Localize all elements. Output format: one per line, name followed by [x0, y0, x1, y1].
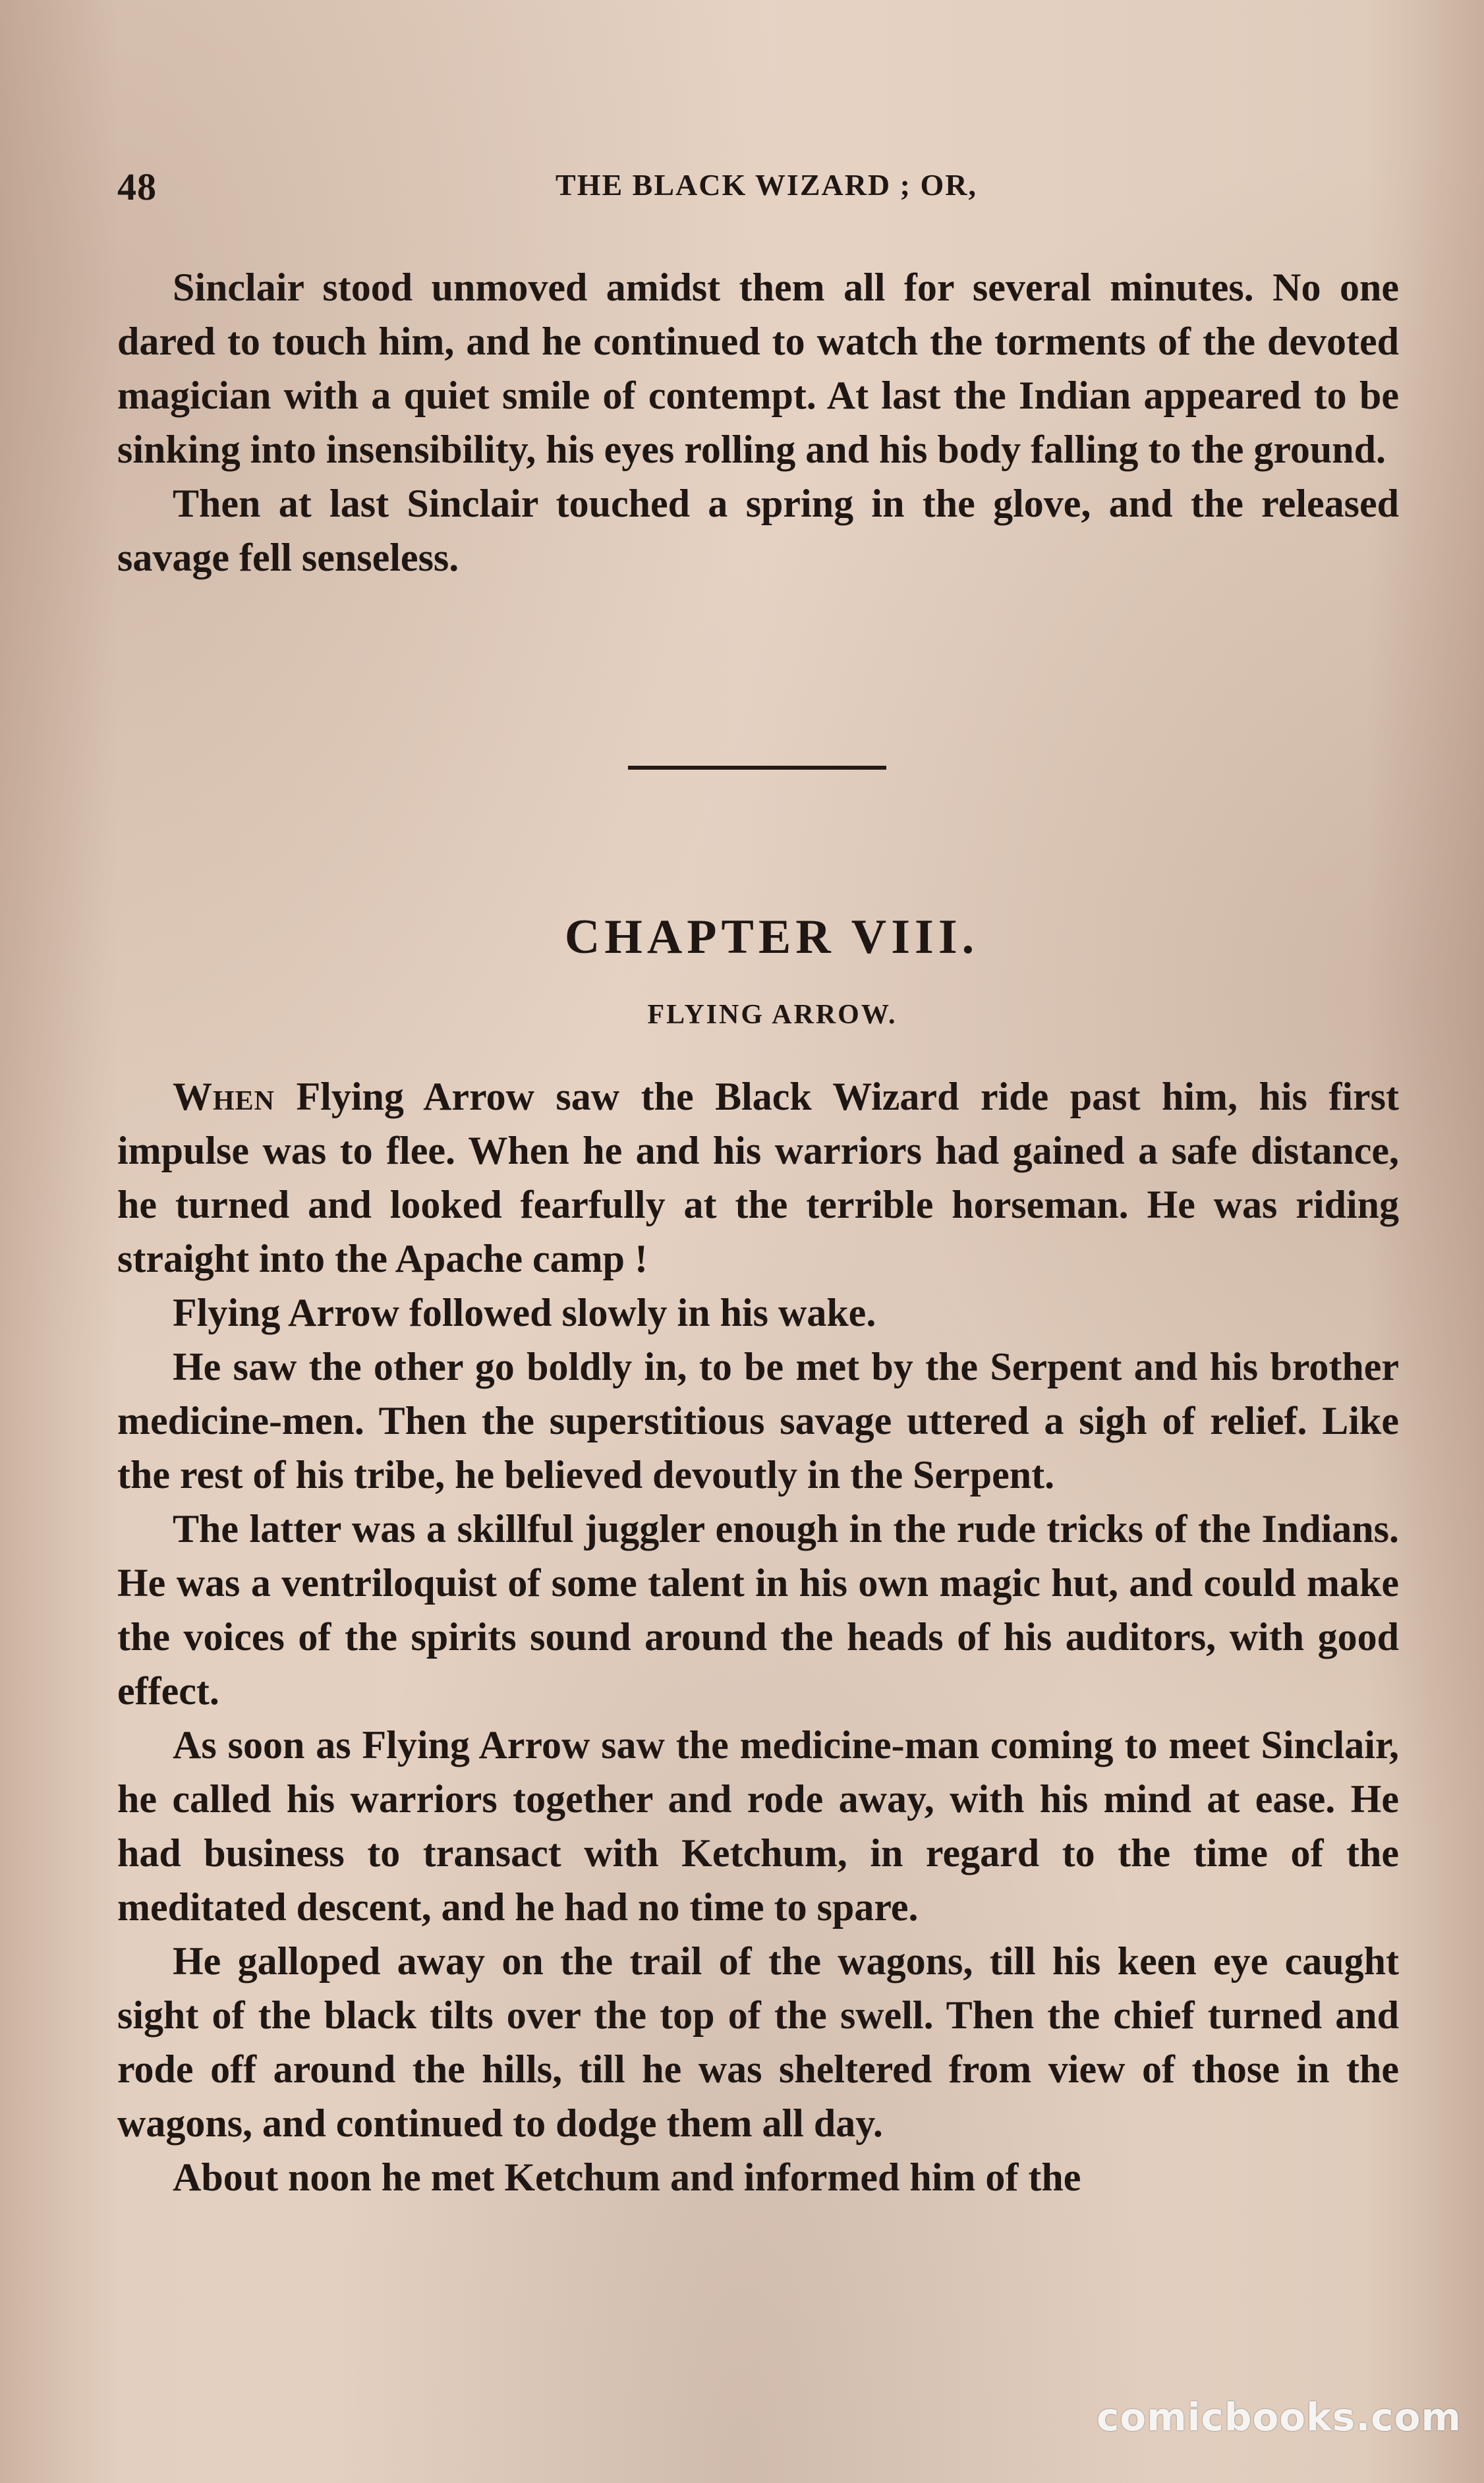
opening-word: When [173, 1075, 275, 1118]
chapter-subtitle: FLYING ARROW. [647, 1000, 898, 1030]
chapter-title: CHAPTER VIII. [564, 910, 979, 964]
paragraph: Then at last Sinclair touched a spring in the glove, and the released savage fell senseless. [117, 482, 1399, 579]
opening-paragraph [117, 1070, 1399, 1286]
paragraph: As soon as Flying Arrow saw the medicine-man coming to meet Sinclair, he called his warriors together and rode away, with his mind at ease. He had business to transact with Ketchum, in regard to the time of the meditated descent, and he had no time to spare. [117, 1723, 1399, 1929]
paragraph: He galloped away on the trail of the wagons, till his keen eye caught sight of the black tilts over the top of the swell. Then the chief turned and rode off around the hills, till he was sheltered from view of those in the wagons, and continued to dodge them all day. [117, 1939, 1399, 2145]
opening-paragraph-text: Flying Arrow saw the Black Wizard ride past him, his first impulse was to flee. When he and his warriors had gained a safe distance, he turned and looked fearfully at the terrible horseman. He was riding straight into the Apache camp ! [117, 1075, 1399, 1280]
paragraph: Flying Arrow followed slowly in his wake. [173, 1291, 876, 1334]
chapter-body [117, 1070, 1399, 2204]
text-block-before-chapter [117, 260, 1399, 585]
page-number: 48 [117, 165, 157, 208]
site-watermark: comicbooks.com [1097, 2395, 1462, 2440]
running-title: THE BLACK WIZARD ; OR, [556, 168, 977, 202]
paragraph: Sinclair stood unmoved amidst them all for several minutes. No one dared to touch him, and he continued to watch the torments of the devoted magician with a quiet smile of contempt. At last the Indian appeared to be sinking into insensibility, his eyes rolling and his body falling to the ground. [117, 266, 1399, 471]
section-divider [628, 766, 886, 770]
page-header [117, 165, 1402, 211]
paragraph: The latter was a skillful juggler enough in the rude tricks of the Indians. He was a ventriloquist of some talent in his own magic hut, and could make the voices of the spirits sound around the heads of his auditors, with good effect. [117, 1507, 1399, 1713]
paragraph: About noon he met Ketchum and informed him of the [173, 2155, 1081, 2199]
paragraph: He saw the other go boldly in, to be met by the Serpent and his brother medicine-men. Then the superstitious savage uttered a sigh of relief. Like the rest of his tribe, he believed devoutly in the Serpent. [117, 1345, 1399, 1497]
